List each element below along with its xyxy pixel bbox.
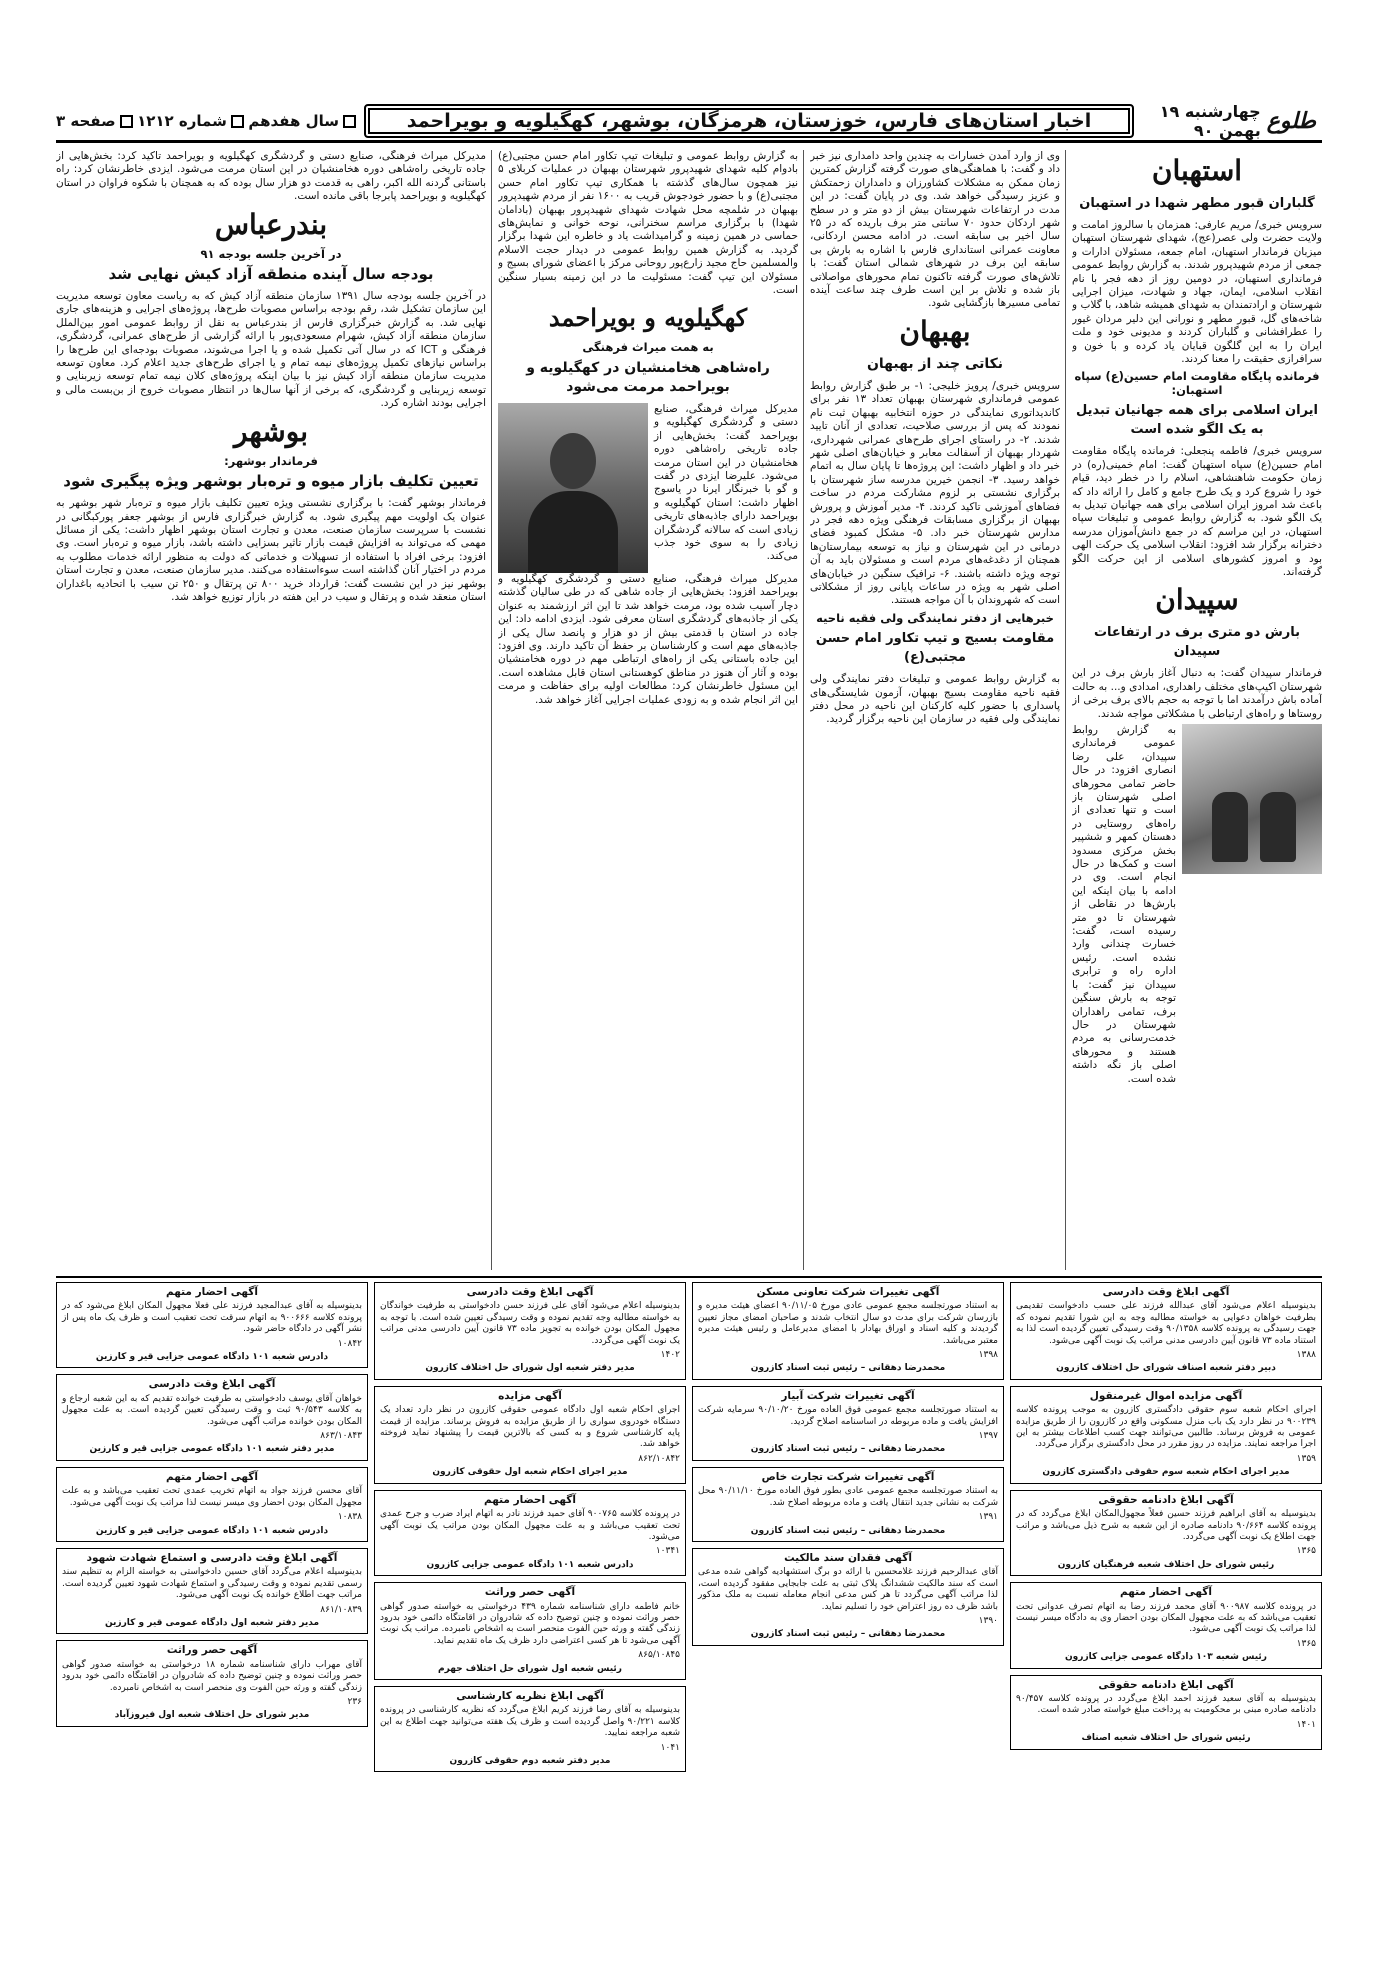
- ad-body: اجرای احکام شعبه سوم حقوقی دادگستری کازرون به موجب پرونده کلاسه ۹۰۰۲۳۹ در نظر دارد یک باب منزل مسکونی واقع در کازرون را از طریق مزایده عمومی به فروش برساند. طالبین می‌توانند جهت کسب اطلاعات بیشتر به این اجرا مراجعه نمایند. مزایده در روز مقرر در محل دادگستری برگزار می‌گردد.: [1016, 1405, 1316, 1450]
- ad-box: [1010, 1582, 1322, 1668]
- classified-ads: [56, 1282, 1322, 1922]
- article-headline: ایران اسلامی برای همه جهانیان تبدیل به یک الگو شده است: [1075, 403, 1319, 438]
- ad-body: بدینوسیله اعلام می‌شود آقای عبدالله فرزند علی حسب دادخواست تقدیمی بطرفیت خواهان دعوایی به خواسته مطالبه وجه به این شورا تقدیم نموده که جهت رسیدگی به پرونده کلاسه ۹۰/۱۳۵۸ وقت رسیدگی تعیین گردیده است لذا به استناد ماده ۷۳ قانون آیین دادرسی مدنی مراتب یک نوبت آگهی می‌شود.: [1016, 1301, 1316, 1346]
- article-headline: مقاومت بسیج و تیپ تکاور امام حسن مجتبی(ع): [815, 631, 1055, 666]
- city-heading-bandarabbas: بندرعباس: [214, 207, 328, 241]
- ad-number: ۱۰۴۱: [660, 1742, 680, 1753]
- article-headline: بودجه سال آینده منطقه آزاد کیش نهایی شد: [108, 265, 434, 284]
- ad-box: [692, 1386, 1004, 1461]
- ad-signature: دبیر دفتر شعبه اصناف شورای حل اختلاف کازرون: [1056, 1363, 1276, 1374]
- ad-number: ۲۳۶: [347, 1696, 362, 1707]
- ad-footer: [1016, 1350, 1316, 1361]
- ad-footer: [698, 1512, 998, 1523]
- article-kicker: خبرهایی از دفتر نمایندگی ولی فقیه ناحیه: [816, 610, 1054, 625]
- ad-signature: رئیس شعبه ۱۰۳ دادگاه عمومی جزایی کازرون: [1065, 1652, 1267, 1663]
- ad-body: بدینوسیله به آقای عبدالمجید فرزند علی فعلا مجهول المکان ابلاغ می‌شود که در پرونده کلاسه ۹۰۰۶۶۶ به اتهام سرقت تحت تعقیب است و ظرف یک ماه پس از نشر آگهی در دادگاه حاضر شود.: [62, 1301, 362, 1335]
- article-kicker: در آخرین جلسه بودجه ۹۱: [200, 246, 342, 261]
- ad-footer: [380, 1350, 680, 1361]
- ad-body: آقای عبدالرحیم فرزند غلامحسین با ارائه دو برگ استشهادیه گواهی شده مدعی است که سند مالکیت ششدانگ پلاک ثبتی به علت جابجایی مفقود گردیده است، لذا مراتب آگهی می‌گردد تا هر کس مدعی انجام معامله نسبت به ملک مذکور باشد ظرف ده روز اعتراض خود را تسلیم نماید.: [698, 1567, 998, 1612]
- ad-number: ۱۳۹۰: [978, 1615, 998, 1626]
- article-body: به گزارش روابط عمومی و تبلیغات دفتر نمایندگی ولی فقیه ناحیه مقاومت بسیج بهبهان، آزمون شایستگی‌های پاسداری با حضور کلیه کارکنان این ناحیه در محل دفتر نمایندگی ولی فقیه در سازمان این ناحیه برگزار گردید.: [810, 673, 1060, 726]
- city-heading-behbahan: بهبهان: [899, 314, 971, 348]
- ad-box: [692, 1282, 1004, 1380]
- ad-title: آگهی احضار متهم: [165, 1286, 259, 1298]
- issue-date: چهارشنبه ۱۹ بهمن ۹۰: [1159, 102, 1261, 140]
- ad-number: ۱۰۳۴۱: [655, 1546, 680, 1557]
- ad-title: آگهی احضار متهم: [165, 1470, 259, 1483]
- ad-body: در پرونده کلاسه ۹۰۰۹۸۷ آقای محمد فرزند رضا به اتهام تصرف عدوانی تحت تعقیب می‌باشد که به علت مجهول المکان بودن احضار وی به دادگاه میسر نیست لذا مراتب یک نوبت آگهی می‌شود.: [1016, 1601, 1316, 1635]
- ad-body: بدینوسیله به آقای رضا فرزند کریم ابلاغ می‌گردد که نظریه کارشناسی در پرونده کلاسه ۹۰/۲۲۱ واصل گردیده است و ظرف یک هفته می‌توانید جهت اطلاع به این شعبه مراجعه نمایید.: [380, 1705, 680, 1739]
- ad-title: آگهی ابلاغ وقت دادرسی: [1102, 1286, 1230, 1298]
- column-divider: [803, 150, 804, 1270]
- masthead-date-block: [1142, 102, 1322, 140]
- ad-body: در پرونده کلاسه ۹۰۰۷۶۵ آقای حمید فرزند نادر به اتهام ایراد ضرب و جرح عمدی تحت تعقیب می‌باشد و به علت مجهول المکان بودن مراتب یک نوبت آگهی می‌شود.: [380, 1509, 680, 1542]
- ad-number: ۱۳۶۵: [1296, 1546, 1316, 1557]
- ad-number: ۱۳۸۸: [1296, 1350, 1316, 1361]
- ad-body: به استناد صورتجلسه مجمع عمومی عادی مورخ ۹۰/۱۱/۰۵ اعضای هیئت مدیره و بازرسان شرکت برای مدت دو سال انتخاب شدند و صاحبان امضای مجاز تعیین گردیدند و کلیه اسناد و اوراق بهادار با امضای مدیرعامل و رئیس هیئت مدیره معتبر می‌باشد.: [698, 1301, 999, 1346]
- ad-title: آگهی فقدان سند مالکیت: [784, 1551, 912, 1564]
- ad-box: [56, 1548, 368, 1634]
- masthead-rule: [56, 140, 1322, 143]
- city-heading-kohgiluyeh: کهگیلویه و بویراحمد: [548, 303, 748, 333]
- ad-body: به استناد صورتجلسه مجمع عمومی فوق العاده مورخ ۹۰/۱۰/۲۰ سرمایه شرکت افزایش یافت و ماده مربوطه در اساسنامه اصلاح گردید.: [698, 1405, 998, 1427]
- ad-body: بدینوسیله اعلام می‌گردد آقای حسین دادخواستی به خواسته الزام به تنظیم سند رسمی تقدیم نموده و وقت رسیدگی و استماع شهادت شهود تعیین گردیده است. مراتب جهت اطلاع خوانده یک نوبت آگهی می‌شود.: [62, 1567, 362, 1601]
- ad-footer: [62, 1339, 362, 1350]
- city-heading-sepidan: سپیدان: [1155, 583, 1239, 617]
- person-figure-icon: [1260, 792, 1296, 862]
- ad-signature: محمدرضا دهقانی – رئیس ثبت اسناد کازرون: [750, 1629, 946, 1640]
- ad-footer: [62, 1431, 362, 1442]
- body-silhouette-icon: [528, 491, 618, 573]
- year-label: سال هفدهم: [248, 112, 356, 130]
- ad-signature: دادرس شعبه ۱۰۱ دادگاه عمومی جزایی کازرون: [426, 1559, 634, 1570]
- ad-title: آگهی مزایده اموال غیرمنقول: [1089, 1389, 1243, 1402]
- ad-number: ۱۳۵۹: [1296, 1453, 1316, 1464]
- ad-title: آگهی احضار متهم: [1119, 1586, 1213, 1599]
- ad-title: آگهی احضار متهم: [483, 1493, 577, 1506]
- ad-box: [56, 1374, 368, 1460]
- ad-signature: مدیر اجرای احکام شعبه سوم حقوقی دادگستری کازرون: [1042, 1467, 1290, 1478]
- ads-column-1: [1010, 1282, 1322, 1922]
- ad-footer: [1016, 1720, 1316, 1731]
- ad-box: [692, 1548, 1004, 1646]
- ad-body: خانم فاطمه دارای شناسنامه شماره ۴۳۹ درخواستی به خواسته صدور گواهی حصر وراثت نموده و چنین توضیح داده که شادروان در اقامتگاه دائمی خود بدرود زندگی گفته و ورثه حین الفوت منحصر است به اشخاص نامبرده. مراتب یک نوبت آگهی می‌شود تا هر کسی اعتراضی دارد ظرف یک ماه تقدیم نماید.: [380, 1601, 681, 1646]
- ad-box: [1010, 1386, 1322, 1484]
- ad-body: خواهان آقای یوسف دادخواستی به طرفیت خوانده تقدیم که به این شعبه ارجاع و به کلاسه ۹۰/۵۴۳ ثبت و وقت رسیدگی تعیین گردیده است. به علت مجهول المکان بودن خوانده مراتب آگهی می‌شود.: [62, 1393, 363, 1427]
- ad-footer: [380, 1546, 680, 1557]
- ad-box: [692, 1467, 1004, 1542]
- city-heading-bushehr: بوشهر: [233, 414, 309, 448]
- ad-title: آگهی حصر وراثت: [484, 1586, 576, 1599]
- article-headline: تعیین تکلیف بازار میوه و تره‌بار بوشهر ویژه پیگیری شود: [63, 472, 479, 491]
- ad-box: [1010, 1282, 1322, 1380]
- person-figure-icon: [1212, 792, 1248, 862]
- ad-signature: مدیر دفتر شعبه دوم حقوقی کازرون: [449, 1756, 611, 1766]
- article-body: مدیرکل میراث فرهنگی، صنایع دستی و گردشگری کهگیلویه و بویراحمد گفت: بخش‌هایی از جاده تاریخی راه‌شاهی دوره هخامنشیان در این استان مرمت می‌شود. علیرضا ایزدی در گفت و گو با خبرنگار ایرنا در یاسوج اظهار داشت: استان کهگیلویه و بویراحمد دارای جاذبه‌های تاریخی زیادی است که سالانه گردشگران زیادی را به سوی خود جذب می‌کند.: [654, 402, 798, 563]
- square-bullet-icon: [231, 115, 244, 128]
- ad-footer: [62, 1512, 362, 1523]
- ad-footer: [698, 1350, 998, 1361]
- ad-title: آگهی تغییرات شرکت تجارت خاص: [761, 1470, 935, 1483]
- article-body: فرماندار بوشهر گفت: با برگزاری نشستی ویژه تعیین تکلیف بازار میوه و تره‌بار شهر بوشهر به عنوان یک اولویت مهم پیگیری شود. به گزارش خبرگزاری فارس از بوشهر جعفر پورکبگانی در نشست با سرپرست سازمان صنعت، معدن و تجارت استان بوشهر اظهار داشت: یکی از مسائل مهمی که می‌تواند به افزایش قیمت بازار تاثیر بسزایی داشته باشد، بازار میوه و تره‌بار است. وی افزود: برخی افراد با استفاده از تسهیلات و خدماتی که دولت به منظور ارائه خدمات مطلوب به مردم در اختیار آنان گذاشته است سوءاستفاده می‌کنند. مدیر سازمان صنعت، معدن و تجارت استان بوشهر نیز در این نشست گفت: قرارداد خرید ۸۰۰ تن پرتقال و ۲۵۰ تن سیب با اتحادیه باغداران استان منعقد شده و پرتقال و سیب در این هفته در بازار توزیع خواهد شد.: [56, 497, 486, 603]
- ad-title: آگهی تغییرات شرکت آبیار: [781, 1389, 915, 1402]
- ad-footer: [380, 1650, 680, 1661]
- issue-number: شماره ۱۲۱۲: [137, 112, 244, 130]
- photo-row: [1072, 724, 1322, 1089]
- ad-signature: محمدرضا دهقانی – رئیس ثبت اسناد کازرون: [750, 1363, 946, 1374]
- city-heading-estahban: استهبان: [1151, 154, 1243, 187]
- column-estahban-sepidan: [1072, 150, 1322, 1270]
- article-body: فرماندار سپیدان گفت: به دنبال آغاز بارش برف در این شهرستان اکیپ‌های مختلف راهداری، امدادی و... به حالت آماده باش درآمدند اما با توجه به حجم بالای برف برخی از روستاها و راه‌های ارتباطی با مشکلاتی مواجه شدند.: [1072, 667, 1322, 720]
- column-divider: [491, 150, 492, 1270]
- ad-signature: مدیر شورای حل اختلاف شعبه اول فیروزآباد: [114, 1710, 310, 1721]
- article-kicker: به همت میراث فرهنگی: [582, 340, 714, 355]
- ad-footer: [698, 1616, 998, 1627]
- ad-number: ۱۳۶۵: [1296, 1638, 1316, 1649]
- column-bandarabbas-bushehr: [56, 150, 486, 1270]
- ad-number: ۸۶۳/۱۰۸۴۳: [320, 1431, 362, 1442]
- ad-number: ۱۰۸۳۸: [337, 1512, 362, 1523]
- ad-number: ۱۳۹۱: [978, 1512, 998, 1523]
- article-body: به گزارش روابط عمومی فرمانداری سپیدان، علی رضا انصاری افزود: در حال حاضر تمامی محورهای اصلی شهرستان باز است و تنها تعدادی از راه‌های روستایی در دهستان کمهر و ششپیر بخش مرکزی مسدود است و کمک‌ها در حال انجام است. وی در ادامه با بیان اینکه این بارش‌ها در نقاطی از شهرستان تا دو متر رسیده است، گفت: خسارت چندانی وارد نشده است. رئیس اداره راه و ترابری سپیدان نیز گفت: با توجه به بارش سنگین برف، تمامی راهداران شهرستان در حال خدمت‌رسانی به مردم هستند و محورهای اصلی باز نگه داشته شده است.: [1072, 723, 1176, 1085]
- ad-box: [56, 1467, 368, 1542]
- ad-signature: مدیر دفتر شعبه اول شورای حل اختلاف کازرون: [425, 1363, 635, 1374]
- ad-title: آگهی تغییرات شرکت تعاونی مسکن: [756, 1286, 940, 1298]
- ad-box: [374, 1582, 686, 1680]
- section-title: اخبار استان‌های فارس، خوزستان، هرمزگان، بوشهر، کهگیلویه و بویراحمد: [364, 104, 1134, 138]
- ad-footer: [1016, 1454, 1316, 1465]
- newspaper-logo: طلوع: [1266, 108, 1316, 134]
- ads-column-2: [692, 1282, 1004, 1922]
- article-kicker: فرماندار بوشهر:: [224, 453, 318, 468]
- ad-number: ۱۰۸۴۲: [337, 1338, 362, 1349]
- column-behbahan: [810, 150, 1060, 1270]
- ad-signature: مدیر دفتر شعبه ۱۰۱ دادگاه عمومی جزایی قیر و کارزین: [89, 1444, 335, 1455]
- ad-signature: دادرس شعبه ۱۰۱ دادگاه عمومی جزایی قیر و کارزین: [95, 1352, 329, 1363]
- ad-body: آقای مهراب دارای شناسنامه شماره ۱۸ درخواستی به خواسته صدور گواهی حصر وراثت نموده و چنین توضیح داده که شادروان در اقامتگاه دائمی خود بدرود زندگی گفته و ورثه حین الفوت وی منحصر است به اشخاص نامبرده.: [62, 1659, 362, 1693]
- ad-box: [1010, 1490, 1322, 1576]
- ad-number: ۱۴۰۱: [1296, 1719, 1316, 1730]
- ad-title: آگهی ابلاغ دادنامه حقوقی: [1098, 1493, 1234, 1506]
- ad-number: ۸۶۱/۱۰۸۳۹: [320, 1604, 362, 1615]
- article-body: سرویس خبری/ پرویز خلیجی: ۱- بر طبق گزارش روابط عمومی فرمانداری شهرستان بهبهان تعداد ۱۳ نفر برای کاندیداتوری نمایندگی در حوزه انتخابیه بهبهان ثبت نام نمودند که پس از بررسی صلاحیت، تعدادی از آنان تایید شدند. ۲- در راستای اجرای طرح‌های عمرانی شهرداری، شهردار بهبهان از آسفالت معابر و خیابان‌های اصلی شهر خبر داد و اظهار داشت: این پروژه‌ها تا پایان سال به اتمام خواهد رسید. ۳- انجمن خیرین مدرسه ساز شهرستان با برگزاری نشستی بر لزوم مشارکت مردم در ساخت فضاهای آموزشی تاکید کردند. ۴- مدیر آموزش و پرورش بهبهان از برگزاری مسابقات فرهنگی ویژه دهه فجر در مدارس شهرستان خبر داد. ۵- مشکل کمبود فضای درمانی در این شهرستان و نیاز به توسعه بیمارستان‌ها همچنان از دغدغه‌های مردم است و مسئولان باید به آن توجه ویژه داشته باشند. ۶- ترافیک سنگین در خیابان‌های اصلی شهر به ویژه در ساعات پایانی روز از مشکلاتی است که شهروندان با آن مواجه هستند.: [810, 379, 1060, 607]
- ad-signature: مدیر دفتر شعبه اول دادگاه عمومی قیر و کارزین: [104, 1617, 320, 1628]
- ad-body: به استناد صورتجلسه مجمع عمومی عادی بطور فوق العاده مورخ ۹۰/۱۱/۱۰ محل شرکت به نشانی جدید انتقال یافت و ماده مربوطه اصلاح شد.: [698, 1486, 999, 1508]
- ad-title: آگهی ابلاغ دادنامه حقوقی: [1098, 1678, 1234, 1691]
- ad-footer: [380, 1743, 680, 1754]
- article-body: در آخرین جلسه بودجه سال ۱۳۹۱ سازمان منطقه آزاد کیش که به ریاست معاون توسعه مدیریت این سازمان تشکیل شد، رقم بودجه براساس مصوبات طرح‌ها، پروژه‌های اجرایی و هزینه‌های جاری نهایی شد. به گزارش خبرگزاری فارس از بندرعباس به نقل از روابط عمومی امور بین‌الملل سازمان منطقه آزاد کیش، شهرام مسعودی‌پور با ارائه گزارشی از طرح‌های عمرانی، گردشگری، فرهنگی و ICT که در سال آتی تکمیل شده و یا اجرا می‌شوند، مصوبات بودجه‌ای این طرح‌ها را براساس نیازهای تکمیل پروژه‌های نیمه تمام و یا اجرای طرح‌های جدید اعلام کرد. معاون توسعه مدیریت سازمان منطقه آزاد کیش نیز با بیان اینکه پروژه‌های کلان نیمه تمام توسعه زیربنایی و توسعه زیربنایی و گردشگری، که برخی از آنها سال‌ها در انتظار مصوبات خروج از بن‌بست مالی و اجرایی بودند اشاره کرد.: [56, 290, 486, 410]
- ad-title: آگهی حصر وراثت: [166, 1644, 258, 1657]
- page-number: صفحه ۳: [56, 112, 133, 130]
- ad-footer: [62, 1605, 362, 1616]
- article-body: وی از وارد آمدن خسارات به چندین واحد دامداری نیز خبر داد و گفت: با هماهنگی‌های صورت گرفته گزارش کمترین زمان ممکن به مشکلات کشاورزان و دامداران زحمتکش و عزیز رسیدگی خواهد شد. وی در پایان گفت: در این مدت در ارتفاعات شهرستان بیش از دو متر و در سطح شهر اردکان حدود ۷۰ سانتی متر برف باریده که در ۲۵ سال اخیر بی سابقه است. در ادامه محسن اردکانی، معاونت عمرانی استانداری فارس با اشاره به بارش بی سابقه این برف در شهرهای شمالی استان گفت: با تلاش‌های صورت گرفته تاکنون تمام محورهای مواصلاتی باز شده و تلاش بر این است طرف چند ساعت آینده تمامی مسیرها بازگشایی شود.: [810, 150, 1060, 310]
- ad-box: [374, 1386, 686, 1484]
- masthead-issue-block: [56, 106, 356, 136]
- column-kohgiluyeh: [498, 150, 798, 1270]
- ad-box: [374, 1686, 686, 1772]
- masthead: [56, 102, 1322, 140]
- portrait-photo: [498, 403, 648, 573]
- ad-footer: [698, 1431, 998, 1442]
- ad-body: بدینوسیله اعلام می‌شود آقای علی فرزند حسن دادخواستی به طرفیت خواندگان به خواسته مطالبه وجه تقدیم نموده و وقت رسیدگی تعیین شده است. با توجه به مجهول المکان بودن خوانده به تجویز ماده ۷۳ قانون آیین دادرسی مدنی مراتب یک نوبت آگهی می‌گردد.: [380, 1301, 680, 1346]
- ad-signature: محمدرضا دهقانی – رئیس ثبت اسناد کازرون: [750, 1444, 946, 1455]
- square-bullet-icon: [120, 115, 133, 128]
- ad-footer: [1016, 1546, 1316, 1557]
- ad-signature: دادرس شعبه ۱۰۱ دادگاه عمومی جزایی قیر و کارزین: [95, 1525, 329, 1536]
- ad-title: آگهی ابلاغ نظریه کارشناسی: [456, 1689, 604, 1702]
- ad-title: آگهی ابلاغ وقت دادرسی: [148, 1378, 276, 1391]
- ad-number: ۱۴۰۲: [660, 1350, 680, 1361]
- article-body: به گزارش روابط عمومی و تبلیغات تیپ تکاور امام حسن مجتبی(ع) بادوام کلیه شهدای شهیدپرور شهرستان بهبهان در عملیات کربلای ۵ نیز همچون سال‌های گذشته با همکاری تیپ تکاور امام حسن مجتبی(ع) و با حضور خودجوش قریب به ۱۶۰۰ نفر از مردم شهیدپرور بهبهان در شلمچه محل شهادت شهدای شهیدپرور بهبهان (بادامان شهدا) با برگزاری مراسم سخنرانی، نوحه خوانی و نمایش‌های حماسی در همین زمینه و گرامیداشت یاد و خاطره این شهدا برگزار گردید. به گزارش همین روابط عمومی در دیدار حجت الاسلام والمسلمین حاج مجید زارع‌پور روحانی مرکز با اعضای شورای بسیج و مسئولان این تیپ گفت: مسئولیت ما در این زمینه بسیار سنگین است.: [498, 150, 798, 297]
- ad-number: ۱۳۹۷: [978, 1431, 998, 1442]
- ad-number: ۱۳۹۸: [978, 1350, 998, 1361]
- snow-photo: [1182, 724, 1322, 874]
- ad-box: [374, 1490, 686, 1576]
- article-headline: راه‌شاهی هخامنشیان در کهگیلویه و بویراحمد مرمت می‌شود: [526, 359, 770, 395]
- ad-footer: [380, 1454, 680, 1465]
- ads-column-3: [374, 1282, 686, 1922]
- ad-box: [56, 1640, 368, 1726]
- ad-signature: رئیس شورای حل اختلاف شعبه اصناف: [1081, 1733, 1251, 1744]
- ads-column-4: [56, 1282, 368, 1922]
- article-kicker: فرمانده پایگاه مقاومت امام حسین(ع) سپاه استهبان:: [1074, 369, 1320, 397]
- ad-number: ۸۶۲/۱۰۸۴۲: [638, 1453, 680, 1464]
- ad-signature: محمدرضا دهقانی – رئیس ثبت اسناد کازرون: [750, 1525, 946, 1536]
- ad-signature: مدیر اجرای احکام شعبه اول حقوقی کازرون: [432, 1467, 628, 1478]
- article-headline: بارش دو متری برف در ارتفاعات سپیدان: [1093, 625, 1301, 660]
- ad-box: [1010, 1675, 1322, 1750]
- article-body: سرویس خبری/ فاطمه پنجعلی: فرمانده پایگاه مقاومت امام حسین(ع) سپاه استهبان گفت: امام خمینی(ره) در زمان حکومت شاهنشاهی، اسلام را در خطر دید، قیام خود را شروع کرد و یک طرح جامع و کامل را ارائه داد که باعث شد امروز ایران اسلامی برای همه جهانیان تبدیل به یک الگو شود. به گزارش روابط عمومی و تبلیغات سپاه استهبان، در این مراسم که در جمع دانش‌آموزان مدرسه دخترانه برگزار شد افزود: انقلاب اسلامی یک حرکت الهی بود و امروز کشورهای اسلامی از این حرکت الگو گرفته‌اند.: [1072, 445, 1322, 578]
- ad-footer: [62, 1697, 362, 1708]
- photo-row: [498, 403, 798, 573]
- head-silhouette-icon: [550, 433, 596, 489]
- ad-body: اجرای احکام شعبه اول دادگاه عمومی حقوقی کازرون در نظر دارد تعداد یک دستگاه خودروی سواری را از طریق مزایده به فروش برساند. مزایده از قیمت پایه کارشناسی شروع و به کسی که بالاترین قیمت را پیشنهاد نماید فروخته خواهد شد.: [380, 1405, 680, 1450]
- square-bullet-icon: [343, 115, 356, 128]
- article-headline: نکاتی چند از بهبهان: [866, 355, 1004, 372]
- article-body: مدیرکل میراث فرهنگی، صنایع دستی و گردشگری کهگیلویه و بویراحمد تاکید کرد: بخش‌هایی از جاده تاریخی راه‌شاهی دوره هخامنشیان در این استان مرمت می‌شود. ایزدی خاطرنشان کرد: راه باستانی گردنه الله اکبر، راهی به قدمت دو هزار سال بوده که به همچنان با شکوه فراوان در استان کهگیلویه و بویراحمد پابرجا باقی مانده است.: [56, 150, 486, 203]
- ad-signature: رئیس شعبه اول شورای حل اختلاف جهرم: [438, 1663, 622, 1674]
- ad-title: آگهی ابلاغ وقت دادرسی: [466, 1286, 594, 1298]
- article-body: سرویس خبری/ مریم عارفی: همزمان با سالروز امامت و ولایت حضرت ولی عصر(عج)، شهدای شهرستان استهبان میزبان فرماندار استهبان، امام جمعه، مسئولان ادارات و جمعی از مردم شهیدپرور شدند. به گزارش روابط عمومی فرمانداری استهبان، در دومین روز از دهه فجر با نام انقلاب اسلامی، ایمان، جهاد و شهادت، میزان اجرایی شهرستان و ارادتمندان به شهدای همیشه شاهد، با گلاب و شاخه‌های گل، قبور مطهر و نورانی این دلیر مردان غیور را عطرافشانی و گلباران کردند و مدیونی خود و ملت ایران را به این گلگون قبایان یاد کرده و با خون و سرافرازی حقیقت را معنا کردند.: [1072, 219, 1322, 366]
- ad-signature: رئیس شورای حل اختلاف شعبه فرهنگیان کازرون: [1057, 1559, 1275, 1570]
- ad-title: آگهی ابلاغ وقت دادرسی و استماع شهادت شهود: [86, 1551, 338, 1564]
- article-headline: گلباران قبور مطهر شهدا در استهبان: [1079, 196, 1315, 211]
- ad-body: بدینوسیله به آقای سعید فرزند احمد ابلاغ می‌گردد در پرونده کلاسه ۹۰/۴۵۷ دادنامه صادره مبنی بر محکومیت به پرداخت مبلغ خواسته صادر شده است.: [1016, 1693, 1316, 1716]
- ad-title: آگهی مزایده: [498, 1389, 562, 1402]
- ad-number: ۸۶۵/۱۰۸۴۵: [638, 1650, 680, 1661]
- ad-box: [56, 1282, 368, 1368]
- ad-box: [374, 1282, 686, 1380]
- column-divider: [1065, 150, 1066, 1270]
- ad-body: بدینوسیله به آقای ابراهیم فرزند حسین فعلاً مجهول‌المکان ابلاغ می‌گردد که در پرونده کلاسه ۹۰/۶۶۴ دادنامه صادره از این شعبه به شرح ذیل می‌باشد و مراتب جهت اطلاع یک نوبت آگهی می‌گردد.: [1016, 1509, 1316, 1542]
- ads-divider: [56, 1276, 1322, 1278]
- ad-body: آقای محسن فرزند جواد به اتهام تخریب عمدی تحت تعقیب می‌باشد و به علت مجهول المکان بودن احضار وی میسر نیست لذا مراتب یک نوبت آگهی می‌شود.: [62, 1486, 362, 1508]
- ad-footer: [1016, 1639, 1316, 1650]
- article-body: مدیرکل میراث فرهنگی، صنایع دستی و گردشگری کهگیلویه و بویراحمد افزود: بخش‌هایی از جاده شاهی که در طی سالیان گذشته دچار آسیب شده بود، مرمت خواهد شد تا این اثر ارزشمند به عنوان یکی از جاذبه‌های گردشگری استان معرفی شود. ایزدی ادامه داد: این جاده در استان با قدمتی بیش از دو هزار و پانصد سال یکی از جاذبه‌های مهم است و کارشناسان بر حفظ آن تاکید دارند. وی افزود: این جاده باستانی یکی از راه‌های ارتباطی مهم در دوره هخامنشیان بوده و آثار آن هنوز در مناطق کوهستانی استان قابل مشاهده است. این مسئول خاطرنشان کرد: مطالعات اولیه برای حفاظت و مرمت این اثر انجام شده و به زودی عملیات اجرایی آغاز خواهد شد.: [498, 572, 798, 706]
